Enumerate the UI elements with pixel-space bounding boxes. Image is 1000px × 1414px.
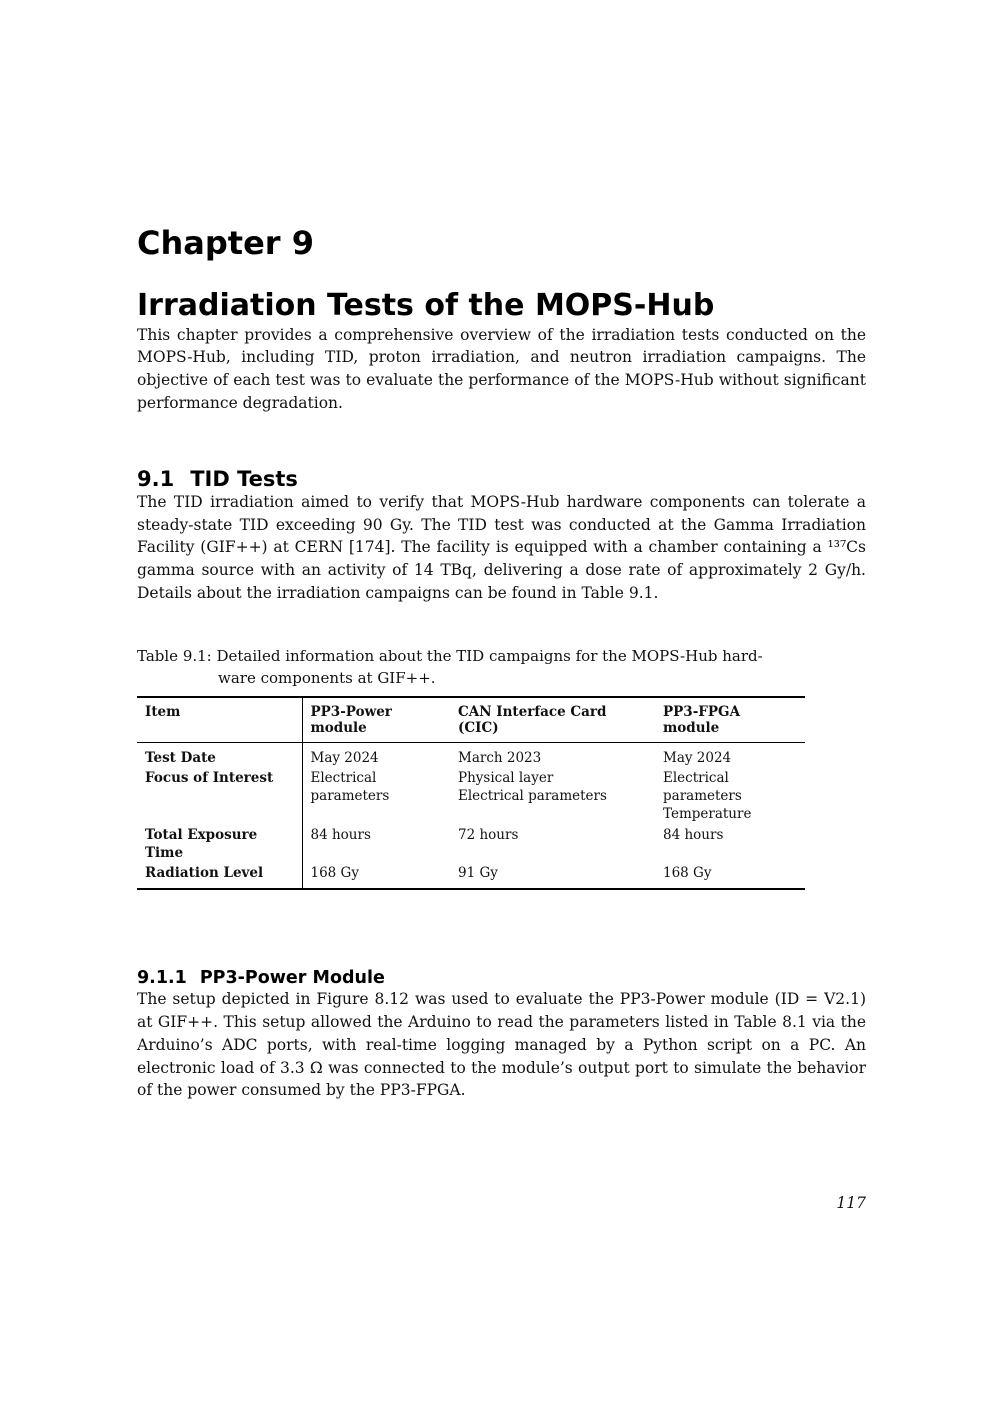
row-label-exposure: Total Exposure Time: [137, 825, 302, 863]
intro-paragraph: This chapter provides a comprehensive overview of the irradiation tests conducted on the MOPS-Hub, including TID, proton irradiation, and neutron irradiation campaigns. The objective of each test was to evaluate the performance of the MOPS-Hub without significant performance degradation.: [137, 325, 866, 413]
table-cell-line: Electrical parameters: [663, 769, 742, 805]
table-row: [137, 863, 805, 889]
table-cell-line: 84 hours: [663, 826, 724, 843]
table-cell: [450, 825, 655, 863]
section-number: 9.1: [137, 466, 175, 491]
table-cell: [302, 825, 450, 863]
header-cell-cic: CAN Interface Card (CIC): [450, 697, 655, 743]
section-title: TID Tests: [190, 466, 298, 491]
table-caption-line-1: Table 9.1: Detailed information about the TID campaigns for the MOPS-Hub hard-: [137, 646, 763, 665]
table-cell: [655, 863, 805, 889]
subsection-paragraph: The setup depicted in Figure 8.12 was used to evaluate the PP3-Power module (ID = V2.1) at GIF++. This setup allowed the Arduino to read the parameters listed in Table 8.1 via the Arduino’s ADC ports, with real-time logging managed by a Python script on a PC. An electronic load of 3.3 Ω was connected to the module’s output port to simulate the behavior of the power consumed by the PP3-FPGA.: [137, 990, 866, 1100]
chapter-label: Chapter 9: [137, 224, 314, 262]
table-cell-line: March 2023: [458, 749, 542, 766]
table-cell-line: May 2024: [310, 749, 379, 766]
table-cell: [302, 863, 450, 889]
table-cell: [655, 768, 805, 825]
table-header-row: [137, 697, 805, 743]
header-cell-pp3-fpga: PP3-FPGA module: [655, 697, 805, 743]
table-cell: [450, 863, 655, 889]
table-cell: [655, 742, 805, 768]
page-content: [137, 0, 866, 1102]
table-cell: [450, 742, 655, 768]
row-label-test-date: Test Date: [137, 742, 302, 768]
table-cell: [302, 768, 450, 825]
table-cell-line: 91 Gy: [458, 865, 498, 882]
table-cell-line: 72 hours: [458, 826, 519, 843]
page-number: 117: [836, 1194, 866, 1212]
table-cell-line: Electrical parameters: [310, 769, 390, 805]
subsection-heading: [137, 968, 866, 988]
table-row: [137, 742, 805, 768]
table-cell-line: Temperature: [663, 806, 752, 823]
section-heading: [137, 467, 866, 491]
table-caption: [137, 645, 866, 690]
header-cell-item: Item: [137, 697, 302, 743]
table-cell-line: May 2024: [663, 749, 732, 766]
table-caption-line-2: ware components at GIF++.: [218, 669, 436, 688]
subsection-number: 9.1.1: [137, 968, 187, 989]
table-cell-line: 168 Gy: [663, 865, 712, 882]
table-row: [137, 768, 805, 825]
table-cell-line: Physical layer: [458, 769, 554, 786]
subsection-title: PP3-Power Module: [199, 968, 385, 989]
row-label-focus: Focus of Interest: [137, 768, 302, 825]
section-paragraph: The TID irradiation aimed to verify that MOPS-Hub hardware components can tolerate a steady-state TID exceeding 90 Gy. The TID test was conducted at the Gamma Irradiation Facility (GIF++) at CERN [174]. The facility is equipped with a chamber containing a ¹³⁷Cs gamma source with an activity of 14 TBq, delivering a dose rate of approximately 2 Gy/h. Details about the irradiation campaigns can be found in Table 9.1.: [137, 492, 866, 602]
row-label-radiation: Radiation Level: [137, 863, 302, 889]
table-cell-line: Electrical parameters: [458, 788, 607, 805]
table-cell: [302, 742, 450, 768]
table-cell: [655, 825, 805, 863]
table-cell-line: 168 Gy: [310, 865, 359, 882]
table-row: [137, 825, 805, 863]
tid-campaigns-table: [137, 696, 805, 891]
table-cell-line: 84 hours: [310, 826, 371, 843]
table-cell: [450, 768, 655, 825]
chapter-title: Irradiation Tests of the MOPS-Hub: [137, 288, 715, 324]
header-cell-pp3-power: PP3-Power module: [302, 697, 450, 743]
